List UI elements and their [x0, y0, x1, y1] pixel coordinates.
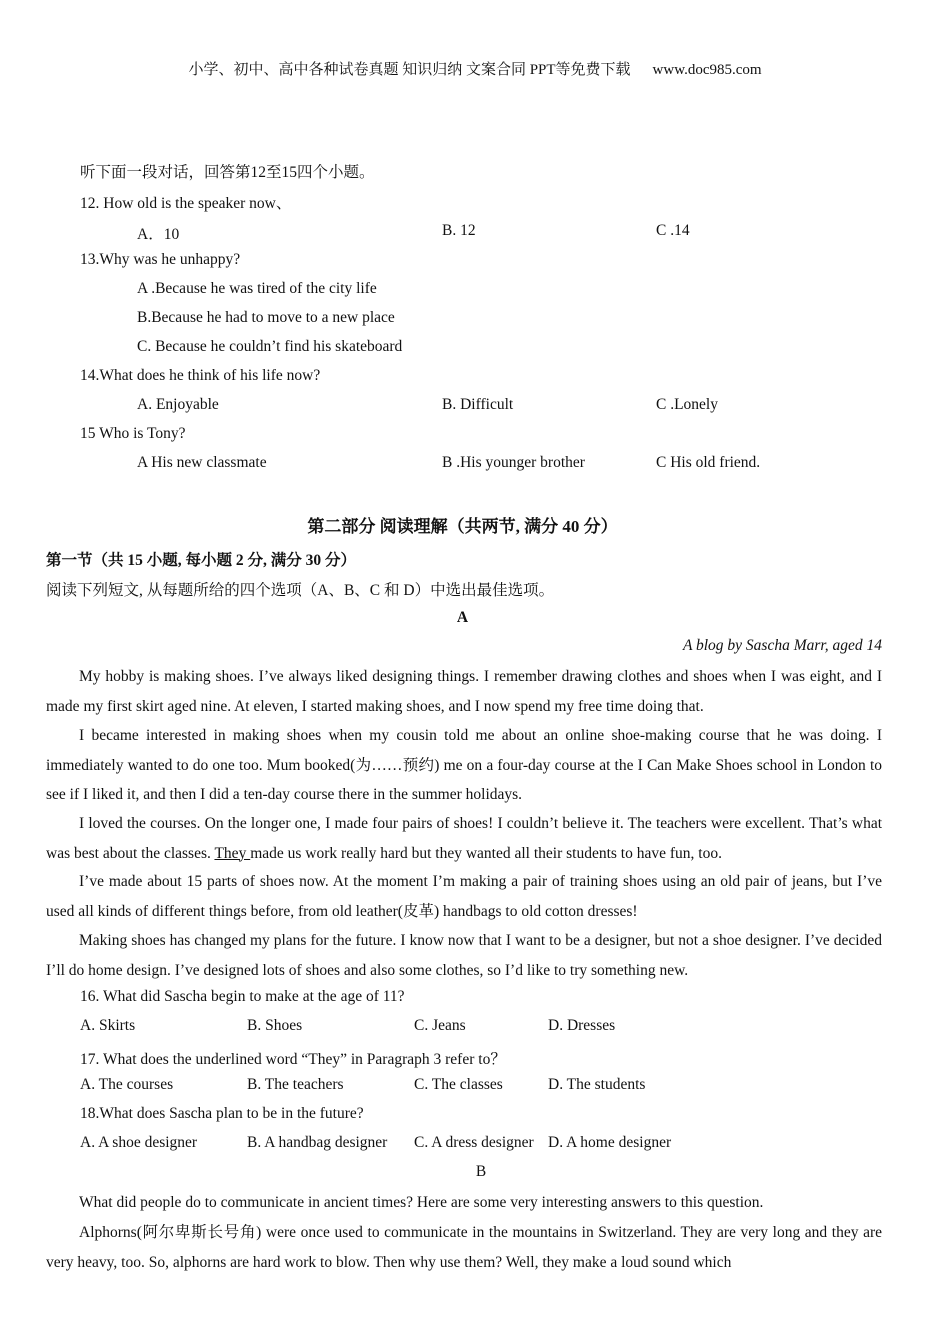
page-header: [0, 58, 950, 79]
q18-option-d: D. A home designer: [548, 1134, 672, 1151]
q15-option-c: C His old friend.: [656, 454, 761, 471]
q15-option-b: B .His younger brother: [442, 454, 585, 471]
passage-a-paragraph-5: Making shoes has changed my plans for the future. I know now that I want to be a designer, but not a shoe designer. I’ve decided I’ll do home design. I’ve designed lots of shoes and also some clothes, so I’d like to try something new.: [46, 932, 882, 979]
q14-option-a: A. Enjoyable: [137, 396, 219, 413]
q17-stem: 17. What does the underlined word “They” in Paragraph 3 refer to？: [80, 1051, 506, 1068]
q16-option-c: C. Jeans: [414, 1017, 466, 1034]
underlined-they: They: [214, 844, 251, 862]
q18-option-a: A. A shoe designer: [80, 1134, 198, 1151]
q18-option-b: B. A handbag designer: [247, 1134, 388, 1151]
q14-stem: 14.What does he think of his life now?: [80, 367, 321, 384]
header-site: www.doc985.com: [652, 62, 762, 78]
p3-text-before: I loved the courses. On the longer one, I made four pairs of shoes! I couldn’t believe it. The teachers were excellent. That’s what was best about the classes.: [46, 815, 882, 862]
q13-option-b: B.Because he had to move to a new place: [137, 309, 395, 326]
q17-option-b: B. The teachers: [247, 1076, 344, 1093]
q16-option-b: B. Shoes: [247, 1017, 303, 1034]
reading-instruction: 阅读下列短文, 从每题所给的四个选项（A、B、C 和 D）中选出最佳选项。: [46, 582, 555, 599]
q13-option-c: C. Because he couldn’t find his skateboard: [137, 338, 403, 355]
q12-option-c: C .14: [656, 222, 690, 239]
q13-stem: 13.Why was he unhappy?: [80, 251, 241, 268]
q17-option-c: C. The classes: [414, 1076, 503, 1093]
q18-stem: 18.What does Sascha plan to be in the future?: [80, 1105, 364, 1122]
passage-a-paragraph-4: I’ve made about 15 parts of shoes now. At the moment I’m making a pair of training shoes using an old pair of jeans, but I’ve used all kinds of different things before, from old leather(皮革) handbags to old cotton dresses!: [46, 873, 882, 920]
p3-text-after: made us work really hard but they wanted all their students to have fun, too.: [250, 844, 722, 862]
q16-stem: 16. What did Sascha begin to make at the age of 11?: [80, 988, 405, 1005]
q15-stem: 15 Who is Tony?: [80, 425, 186, 442]
q15-option-a: A His new classmate: [137, 454, 267, 471]
q14-option-c: C .Lonely: [656, 396, 718, 413]
q14-option-b: B. Difficult: [442, 396, 514, 413]
q16-option-d: D. Dresses: [548, 1017, 616, 1034]
q17-option-d: D. The students: [548, 1076, 646, 1093]
q12-option-a: A．10: [137, 226, 180, 243]
passage-b-paragraph-2: Alphorns(阿尔卑斯长号角) were once used to communicate in the mountains in Switzerland. They are very long and they are very heavy, too. So, alphorns are hard work to blow. Then why use them? Well, they make a loud sound which: [46, 1224, 882, 1271]
q17-option-a: A. The courses: [80, 1076, 174, 1093]
passage-a-paragraph-1: My hobby is making shoes. I’ve always liked designing things. I remember drawing clothes and shoes when I was eight, and I made my first skirt aged nine. At eleven, I started making shoes, and I now spend my free time doing that.: [46, 668, 882, 715]
part2-title: 第二部分 阅读理解（共两节, 满分 40 分）: [307, 517, 618, 536]
listening-instruction: 听下面一段对话，回答第12至15四个小题。: [80, 164, 375, 181]
header-text: 小学、初中、高中各种试卷真题 知识归纳 文案合同 PPT等免费下载: [188, 62, 631, 78]
section1-heading: 第一节（共 15 小题, 每小题 2 分, 满分 30 分）: [46, 552, 357, 569]
q18-option-c: C. A dress designer: [414, 1134, 534, 1151]
passage-a-paragraph-3: [46, 809, 882, 868]
passage-a-paragraph-2: I became interested in making shoes when my cousin told me about an online shoe-making course that he was doing. I immediately wanted to do one too. Mum booked(为……预约) me on a four-day course at the I Can Make Shoes school in London to see if I liked it, and then I did a ten-day course there in the summer holidays.: [46, 727, 882, 803]
passage-b-paragraph-1: What did people do to communicate in ancient times? Here are some very interesting answers to this question.: [79, 1194, 764, 1211]
q12-stem: 12. How old is the speaker now、: [80, 195, 292, 212]
passage-b-label: B: [475, 1163, 487, 1180]
q13-option-a: A .Because he was tired of the city life: [137, 280, 377, 297]
passage-a-byline: A blog by Sascha Marr, aged 14: [682, 637, 882, 654]
passage-a-label: A: [456, 609, 469, 626]
q16-option-a: A. Skirts: [80, 1017, 136, 1034]
q12-option-b: B. 12: [442, 222, 476, 239]
